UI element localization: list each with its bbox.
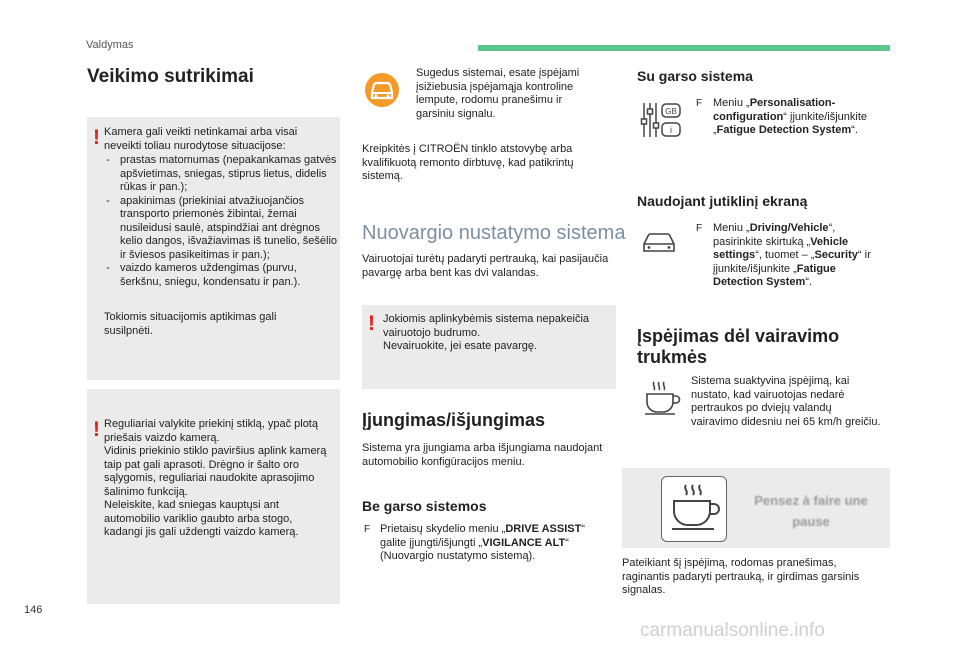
warning-intro: Kamera gali veikti netinkamai arba visai neveikti toliau nurodytose situacijose: (104, 126, 298, 152)
list-item: - vaizdo kameros uždengimas (purvu, šerkšnu, sniegu, kondensatu ir pan.). (106, 262, 301, 288)
reference-icon: F (696, 223, 703, 234)
no-audio-title: Be garso sistemos (362, 498, 487, 514)
warning-windscreen-text: Reguliariai valykite priekinį stiklą, ypač plotą priešais vaizdo kamerą. Vidinis priekinio stiklo paviršius aplink kamerą taip pat gali aprasoti. Drėgno ir šalto oro sąlygomis, reguliariai naudokite aprasojimo šalinimo funkciją. Neleiskite, kad sniegas kauptųsi ant automobilio variklio gaubto arba stogo, kadangi jis gali uždengti vaizdo kamerą. (104, 418, 327, 538)
audio-settings-icon (640, 101, 682, 139)
pause-message-text: Pensez à faire une pause (754, 493, 868, 529)
audio-title: Su garso sistema (637, 68, 753, 84)
warning-outro: Tokiomis situacijomis aptikimas gali susilpnėti. (104, 311, 277, 337)
page-title: Veikimo sutrikimai (87, 66, 254, 87)
pause-coffee-icon (661, 476, 727, 542)
vehicle-icon (640, 230, 678, 254)
page-number: 146 (24, 604, 43, 616)
contact-text: Kreipkitės į CITROËN tinklo atstovybę arba kvalifikuotą remonto dirbtuvę, kad patikrintų sistemą. (362, 143, 574, 182)
driving-duration-title: Įspėjimas dėl vairavimo trukmės (637, 326, 840, 367)
warning-box-camera (87, 117, 340, 380)
warning-exclamation-icon: ! (93, 126, 100, 149)
touchscreen-title: Naudojant jutiklinį ekraną (637, 193, 808, 209)
list-item: - apakinimas (priekiniai atvažiuojančios transporto priemonės žibintai, žemai nusileidusi saulė, atspindžiai ant drėgnos kelio dangos, išvažiavimas iš tunelio, šešėlio ir šviesos pasikeitimas ir pan.); (106, 194, 338, 261)
reference-icon: F (696, 98, 703, 109)
touchscreen-instruction: F Meniu „Driving/Vehicle“, pasirinkite skirtuką „Vehicle settings“, tuomet – „Security“ ir įjunkite/išjunkite „Fatigue Detection System“. (696, 222, 871, 288)
header-accent-bar (478, 45, 890, 51)
section-label: Valdymas (86, 39, 134, 51)
warning-exclamation-icon: ! (368, 312, 375, 335)
warning-box-windscreen (87, 389, 340, 604)
final-text: Pateikiant šį įspėjimą, rodomas pranešimas, raginantis padaryti pertrauką, ir girdimas garsinis signalas. (622, 557, 860, 596)
warning-alertness-text: Jokiomis aplinkybėmis sistema nepakeičia vairuotojo budrumo. Nevairuokite, jei esate pavargę. (383, 313, 590, 352)
fault-warning-icon (362, 70, 402, 110)
audio-instruction: F Meniu „Personalisation-configuration“ įjunkite/išjunkite „Fatigue Detection System“. (696, 97, 868, 136)
driving-duration-text: Sistema suaktyvina įspėjimą, kai nustato, kad vairuotojas nedarė pertraukos po dviejų valandų vairavimo didesniu nei 65 km/h greičiu. (691, 375, 881, 428)
warning-box-alertness (362, 305, 616, 389)
section-title: Nuovargio nustatymo sistema (362, 222, 626, 244)
warning-condition-list (104, 154, 338, 289)
list-item: - prastas matomumas (nepakankamas gatvės apšvietimas, sniegas, stiprus lietus, didelis rūkas ir pan.); (106, 154, 337, 193)
onoff-text: Sistema yra įjungiama arba išjungiama naudojant automobilio konfigūracijos meniu. (362, 442, 603, 468)
gb-label: GB (665, 107, 677, 116)
section-intro: Vairuotojai turėtų padaryti pertrauką, kai pasijaučia pavargę arba bent kas dvi valandas. (362, 253, 609, 279)
svg-text:i: i (670, 125, 672, 135)
no-audio-instruction: F Prietaisų skydelio meniu „DRIVE ASSIST“ galite įjungti/išjungti „VIGILANCE ALT“ (Nuovargio nustatymo sistemą). (364, 523, 586, 562)
fault-text: Sugedus sistemai, esate įspėjami įsižiebusia įspėjamąja kontroline lempute, rodomu pranešimu ir garsiniu signalu. (416, 67, 580, 120)
warning-exclamation-icon: ! (93, 418, 100, 441)
reference-icon: F (364, 524, 371, 535)
coffee-cup-icon (642, 380, 682, 416)
watermark: carmanualsonline.info (640, 620, 825, 641)
onoff-title: Įjungimas/išjungimas (362, 410, 546, 430)
